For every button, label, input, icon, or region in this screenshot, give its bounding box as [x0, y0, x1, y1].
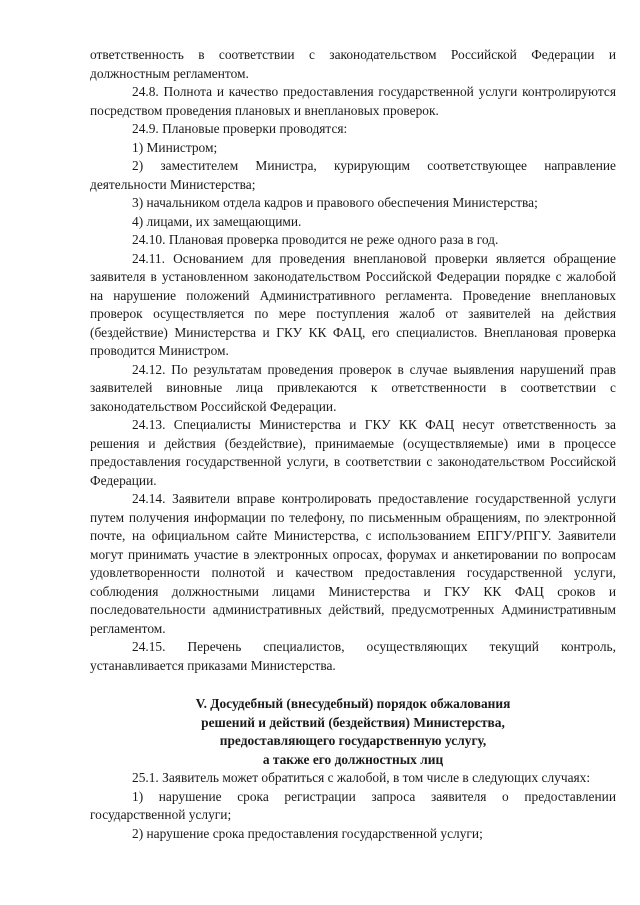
paragraph: 25.1. Заявитель может обратиться с жалобой, в том числе в следующих случаях: — [132, 770, 591, 785]
paragraph: 24.8. Полнота и качество предоставления государственной услуги контролируются посредством проведения плановых и внеплановых проверок. — [90, 84, 616, 118]
paragraph: 24.10. Плановая проверка проводится не реже одного раза в год. — [132, 232, 499, 247]
paragraph: 2) заместителем Министра, курирующим соответствующее направление деятельности Министерства; — [90, 158, 616, 192]
paragraph: 24.14. Заявители вправе контролировать предоставление государственной услуги путем получения информации по телефону, по письменным обращениям, по электронной почте, на официальном сайте Министерства, с использованием ЕПГУ/РПГУ. Заявители могут принимать участие в электронных опросах, форумах и анкетировании по вопросам удовлетворенности полнотой и качеством предоставления государственной услуги, соблюдения должностными лицами Министерства и ГКУ КК ФАЦ сроков и последовательности административных действий, предусмотренных Административным регламентом. — [90, 491, 616, 636]
paragraph: 1) нарушение срока регистрации запроса заявителя о предоставлении государственной услуги; — [90, 788, 616, 822]
paragraph: 24.12. По результатам проведения проверок в случае выявления нарушений прав заявителей виновные лица привлекаются к ответственности в соответствии с законодательством Российской Федерации. — [90, 361, 616, 414]
section-heading — [90, 695, 616, 769]
body-text-bottom — [90, 769, 616, 843]
section-heading-line: решений и действий (бездействия) Министерства, — [201, 714, 505, 730]
paragraph: 2) нарушение срока предоставления государственной услуги; — [132, 825, 483, 841]
body-text-top — [90, 46, 616, 675]
paragraph: 24.13. Специалисты Министерства и ГКУ КК ФАЦ несут ответственность за решения и действия (бездействие), принимаемые (осуществляемые) ими в процессе предоставления государственной услуги, в соответствии с законодательством Российской Федерации. — [90, 417, 616, 488]
paragraph: 24.11. Основанием для проведения внеплановой проверки является обращение заявителя в установленном законодательством Российской Федерации порядке с жалобой на нарушение положений Административного регламента. Проведение внеплановых проверок осуществляется по мере поступления жалоб от заявителей на действия (бездействие) Министерства и ГКУ КК ФАЦ, его специалистов. Внеплановая проверка проводится Министром. — [90, 250, 616, 358]
section-heading-line: предоставляющего государственную услугу, — [219, 733, 487, 748]
paragraph: 3) начальником отдела кадров и правового обеспечения Министерства; — [132, 195, 538, 210]
section-heading-line: а также его должностных лиц — [262, 751, 444, 767]
paragraph: ответственность в соответствии с законодательством Российской Федерации и должностным регламентом. — [90, 47, 616, 81]
paragraph: 24.9. Плановые проверки проводятся: — [132, 121, 348, 136]
section-heading-line: V. Досудебный (внесудебный) порядок обжалования — [195, 696, 511, 711]
paragraph: 4) лицами, их замещающими. — [132, 213, 302, 229]
paragraph: 24.15. Перечень специалистов, осуществляющих текущий контроль, устанавливается приказами Министерства. — [90, 639, 616, 673]
paragraph: 1) Министром; — [132, 139, 218, 155]
